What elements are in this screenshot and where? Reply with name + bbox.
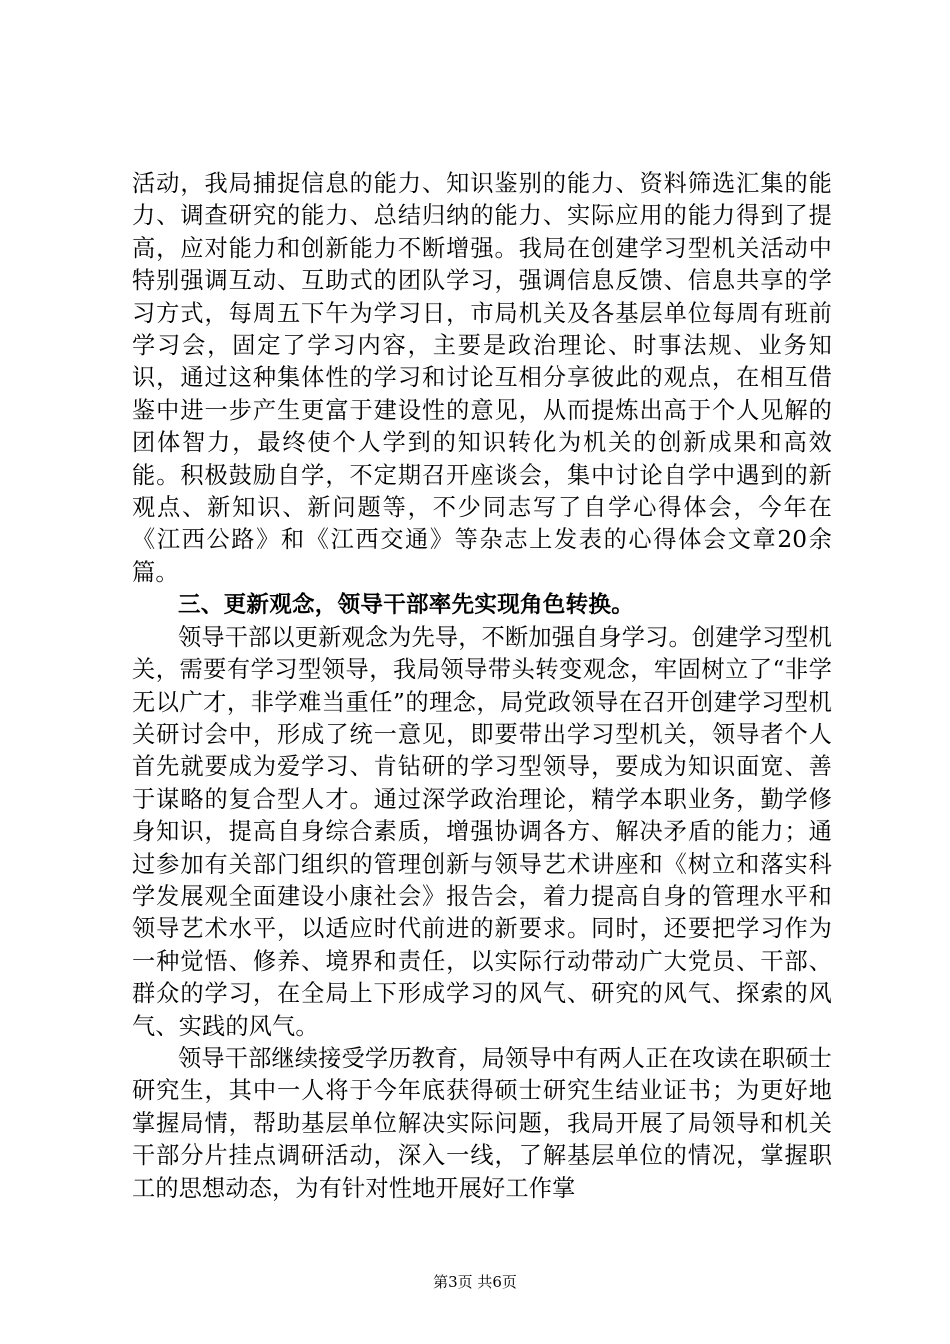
section-heading-3: 三、更新观念，领导干部率先实现角色转换。: [178, 592, 635, 619]
page-footer: 第3页 共6页: [433, 1273, 517, 1291]
document-page: [132, 168, 832, 1205]
body-paragraph-2: 领导干部以更新观念为先导，不断加强自身学习。创建学习型机关，需要有学习型领导，我局领导带头转变观念，牢固树立了“非学无以广才，非学难当重任”的理念，局党政领导在召开创建学习型机关研讨会中，形成了统一意见，即要带出学习型机关，领导者个人首先就要成为爱学习、肯钻研的学习型领导，要成为知识面宽、善于谋略的复合型人才。通过深学政治理论，精学本职业务，勤学修身知识，提高自身综合素质，增强协调各方、解决矛盾的能力；通过参加有关部门组织的管理创新与领导艺术讲座和《树立和落实科学发展观全面建设小康社会》报告会，着力提高自身的管理水平和领导艺术水平，以适应时代前进的新要求。同时，还要把学习作为一种觉悟、修养、境界和责任，以实际行动带动广大党员、干部、群众的学习，在全局上下形成学习的风气、研究的风气、探索的风气、实践的风气。: [132, 623, 832, 1040]
body-paragraph-1: 活动，我局捕捉信息的能力、知识鉴别的能力、资料筛选汇集的能力、调查研究的能力、总结归纳的能力、实际应用的能力得到了提高，应对能力和创新能力不断增强。我局在创建学习型机关活动中特别强调互动、互助式的团队学习，强调信息反馈、信息共享的学习方式，每周五下午为学习日，市局机关及各基层单位每周有班前学习会，固定了学习内容，主要是政治理论、时事法规、业务知识，通过这种集体性的学习和讨论互相分享彼此的观点，在相互借鉴中进一步产生更富于建设性的意见，从而提炼出高于个人见解的团体智力，最终使个人学到的知识转化为机关的创新成果和高效能。积极鼓励自学，不定期召开座谈会，集中讨论自学中遇到的新观点、新知识、新问题等，不少同志写了自学心得体会，今年在《江西公路》和《江西交通》等杂志上发表的心得体会文章20余篇。: [132, 170, 832, 586]
body-paragraph-3: 领导干部继续接受学历教育，局领导中有两人正在攻读在职硕士研究生，其中一人将于今年底获得硕士研究生结业证书；为更好地掌握局情，帮助基层单位解决实际问题，我局开展了局领导和机关干部分片挂点调研活动，深入一线，了解基层单位的情况，掌握职工的思想动态，为有针对性地开展好工作掌: [132, 1044, 832, 1202]
